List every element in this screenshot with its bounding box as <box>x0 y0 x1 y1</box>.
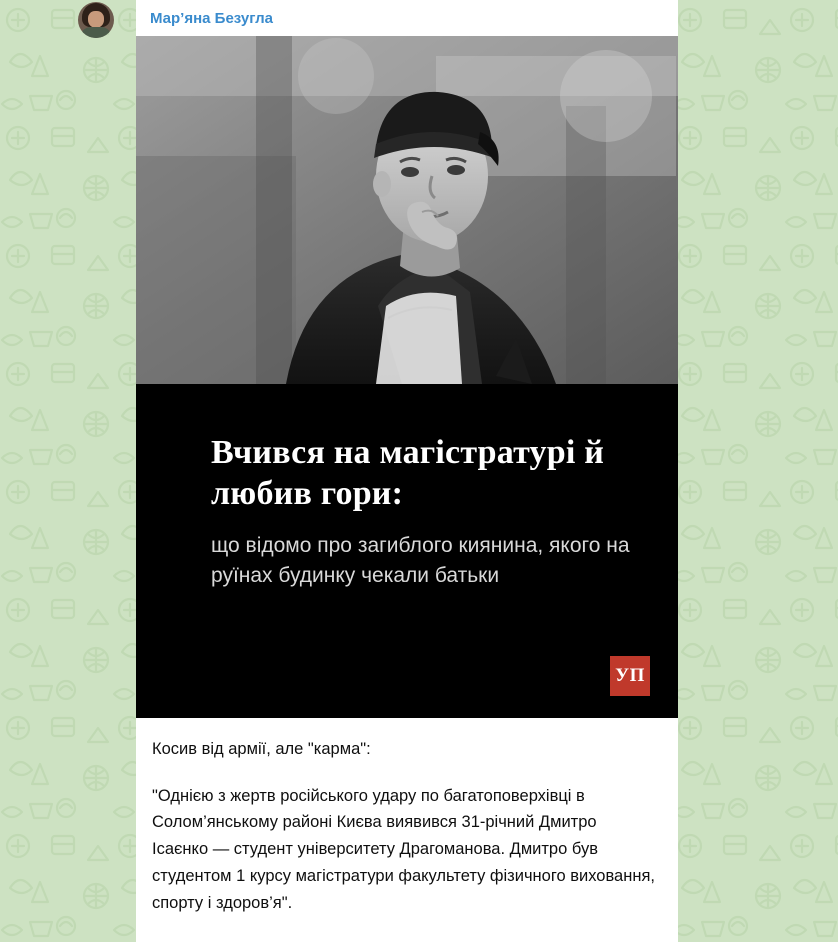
poster-headline: Вчився на магістратурі й любив гори: <box>211 434 604 513</box>
media-poster[interactable] <box>136 36 678 718</box>
message-paragraph: Косив від армії, але "карма": <box>152 740 371 758</box>
poster-photo <box>136 36 678 384</box>
message-author[interactable]: Мар’яна Безугла <box>150 10 273 27</box>
message-bubble[interactable] <box>136 0 678 942</box>
message-container <box>78 0 678 942</box>
poster-caption-area <box>136 384 678 718</box>
poster-subtitle: що відомо про загиблого киянина, якого на руїнах будинку чекали батьки <box>211 533 630 587</box>
avatar[interactable] <box>78 2 114 38</box>
avatar-face <box>88 11 104 28</box>
message-text <box>136 718 678 936</box>
avatar-body <box>80 27 112 38</box>
publisher-logo-icon: УП <box>610 656 650 696</box>
message-paragraph: "Однією з жертв російського удару по багатоповерхівці в Солом’янському районі Києва виявився 31-річний Дмитро Ісаєнко — студент університету Драгоманова. Дмитро був студентом 1 курсу магістратури факультету фізичного виховання, спорту і здоров’я". <box>152 786 655 912</box>
